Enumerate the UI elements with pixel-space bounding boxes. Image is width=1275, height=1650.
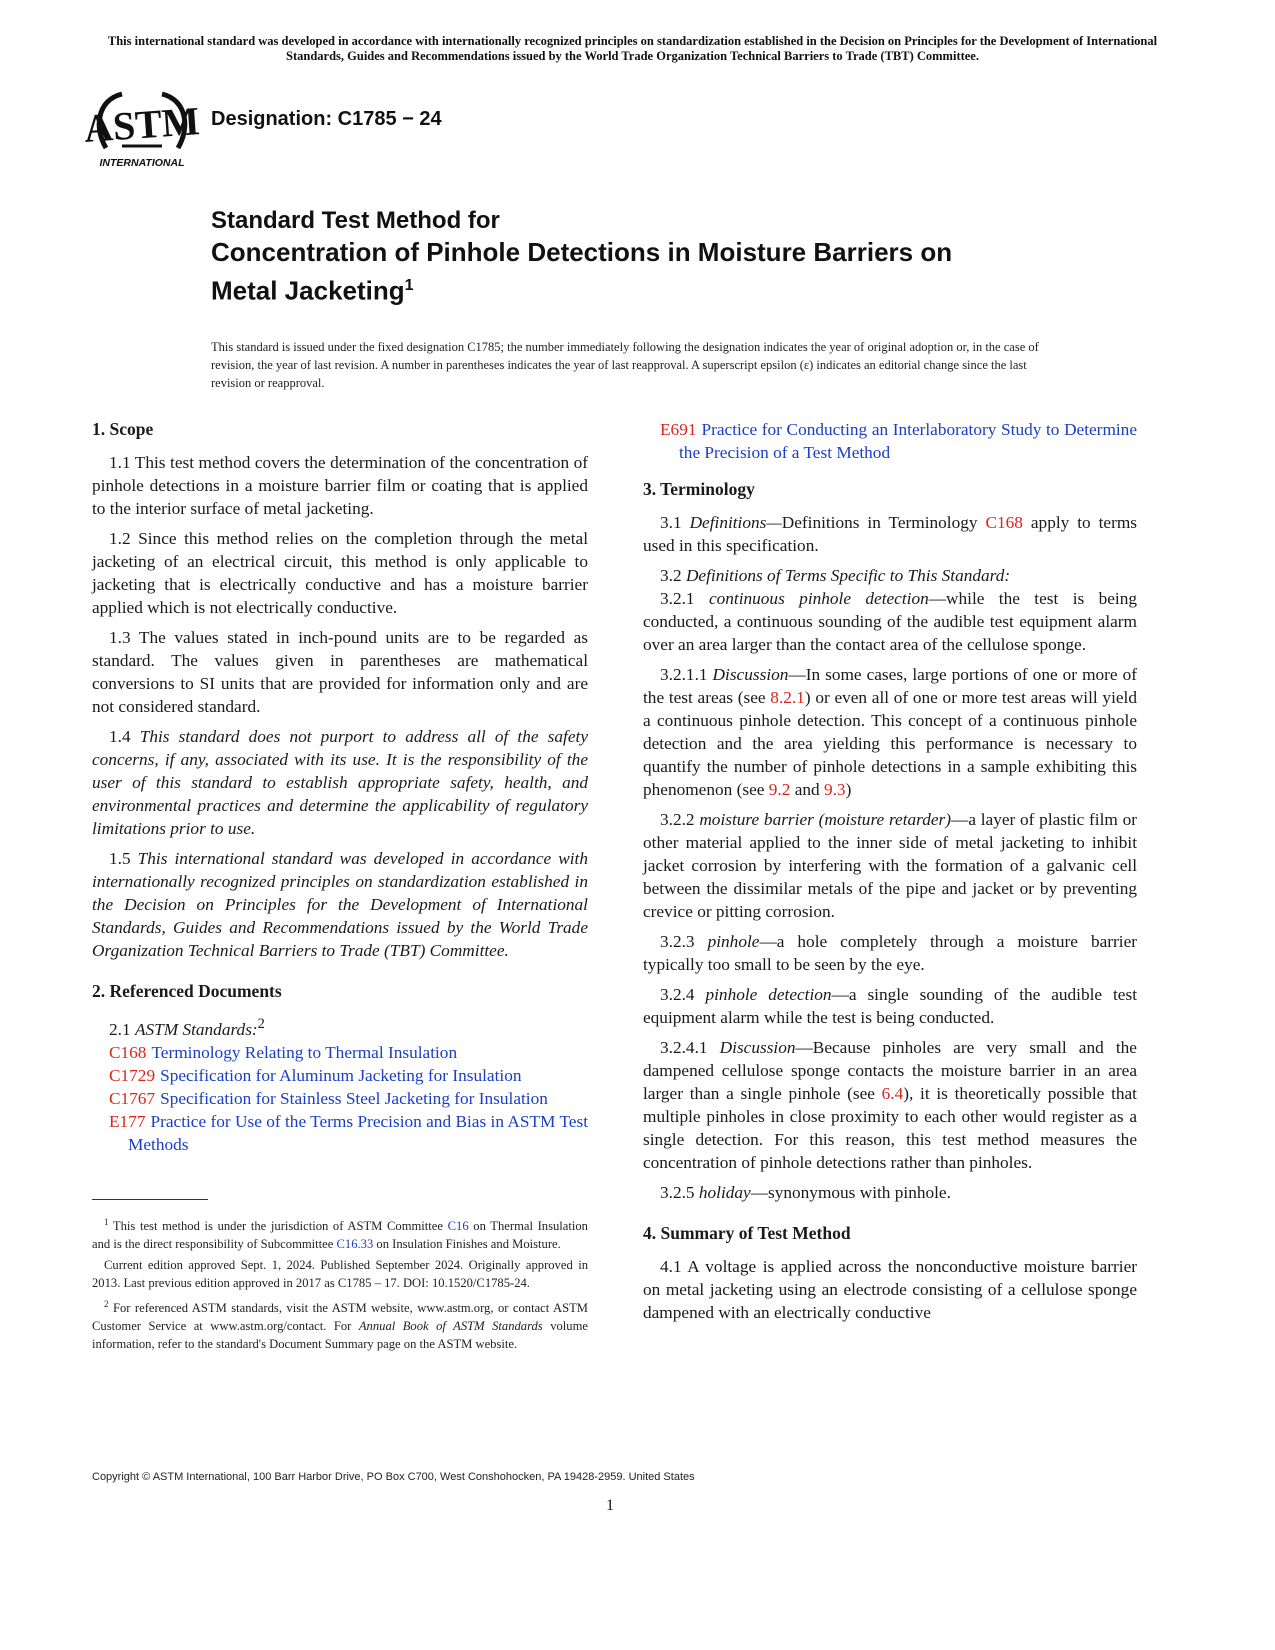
issuance-statement: This standard is issued under the fixed designation C1785; the number immediately following the designation indicates the year of original adoption or, in the case of revision, the year of last revision. A number in parentheses indicates the year of last reapproval. A superscript epsilon (ε) indicates an editorial change since the last revision or reapproval. (211, 340, 1039, 390)
referenced-documents-heading: 2. Referenced Documents (92, 981, 282, 1001)
footnote-link-c16[interactable]: C16 (447, 1219, 469, 1234)
summary-heading: 4. Summary of Test Method (643, 1223, 851, 1243)
designation: Designation: C1785 − 24 (211, 108, 442, 130)
ref-c1767[interactable]: C1767 Specification for Stainless Steel Jacketing for Insulation (109, 1088, 548, 1108)
page-number: 1 (606, 1497, 614, 1514)
title-line-3: Metal Jacketing$^1$ (211, 275, 414, 306)
para-3-2-2: 3.2.2 moisture barrier (moisture retarder)—a layer of plastic film or other material applied to the inner side of metal jacketing to inhibit jacket corrosion by interfering with the formation of a galvanic cell between the dissimilar metals of the pipe and jacket or by preventing crevice or pitting corrosion. (643, 810, 1137, 921)
title-footnote-mark: 1 (404, 277, 414, 294)
para-3-2-1-1: 3.2.1.1 Discussion—In some cases, large portions of one or more of the test areas (see 8.2.1) or even all of one or more test areas will yield a continuous pinhole detection. This concept of a continuous pinhole detection and the area yielding this performance is necessary to quantify the number of pinhole detections in a sample exhibiting this phenomenon (see 9.2 and 9.3) (643, 665, 1137, 799)
footnote-rule (92, 1199, 208, 1200)
link-c168[interactable]: C168 (985, 513, 1023, 532)
ref-c168[interactable]: C168 Terminology Relating to Thermal Insulation (109, 1042, 458, 1062)
left-column (92, 418, 588, 1156)
para-1-1: 1.1 This test method covers the determination of the concentration of pinhole detections in a moisture barrier film or coating that is applied to the interior surface of metal jacketing. (92, 453, 588, 518)
terminology-heading: 3. Terminology (643, 479, 755, 499)
para-2-1: 2.1 ASTM Standards:$^2$ (109, 1016, 265, 1039)
para-1-2: 1.2 Since this method relies on the completion through the metal jacketing of an electrical circuit, this method is only applicable to jacketing that is electrically conductive and has a moisture barrier applied which is not electrically conductive. (92, 529, 588, 617)
logo-letters: ASTM (82, 98, 201, 151)
astm-logo-icon (82, 88, 201, 170)
para-1-3: 1.3 The values stated in inch-pound units are to be regarded as standard. The values given in parentheses are mathematical conversions to SI units that are provided for information only and are not considered standard. (92, 628, 588, 716)
footnote-1-edition: Current edition approved Sept. 1, 2024. Published September 2024. Originally approved in 2013. Last previous edition approved in 2017 as C1785 – 17. DOI: 10.1520/C1785-24. (92, 1258, 588, 1291)
title-line-1: Standard Test Method for (211, 207, 500, 234)
logo-international-text: INTERNATIONAL (99, 157, 185, 169)
document-title (211, 206, 1111, 308)
link-6-4[interactable]: 6.4 (881, 1084, 904, 1103)
footnote-link-c16-33[interactable]: C16.33 (336, 1237, 374, 1252)
link-9-3[interactable]: 9.3 (823, 780, 846, 799)
link-8-2-1[interactable]: 8.2.1 (770, 688, 805, 707)
footnote-2: $^2$ For referenced ASTM standards, visit the ASTM website, www.astm.org, or contact ASTM Customer Service at www.astm.org/contact. For Annual Book of ASTM Standards volume information, refer to the standard's Document Summary page on the ASTM website. (92, 1299, 589, 1352)
title-line-2: Concentration of Pinhole Detections in Moisture Barriers on (211, 237, 953, 267)
para-3-2-4-1: 3.2.4.1 Discussion—Because pinholes are very small and the dampened cellulose sponge contacts the moisture barrier in an area larger than a single pinhole (see 6.4), it is theoretically possible that multiple pinholes in close proximity to each other would register as a single detection. For this reason, this test method measures the concentration of pinhole detections rather than pinholes. (643, 1038, 1137, 1172)
scope-heading: 1. Scope (92, 419, 154, 439)
para-1-5: 1.5 This international standard was developed in accordance with internationally recognized principles on standardization established in the Decision on Principles for the Development of International Standards, Guides and Recommendations issued by the World Trade Organization Technical Barriers to Trade (TBT) Committee. (92, 849, 588, 960)
para-3-1: 3.1 Definitions—Definitions in Terminology C168 apply to terms used in this specification. (643, 513, 1138, 555)
para-3-2: 3.2 Definitions of Terms Specific to This Standard: (660, 566, 1011, 585)
link-9-2[interactable]: 9.2 (768, 780, 791, 799)
para-4-1: 4.1 A voltage is applied across the nonconductive moisture barrier on metal jacketing using an electrode consisting of a cellulose sponge dampened with an electrically conductive (643, 1257, 1137, 1322)
para-3-2-4: 3.2.4 pinhole detection—a single sounding of the audible test equipment alarm while the test is being conducted. (643, 985, 1137, 1027)
ref-c1729[interactable]: C1729 Specification for Aluminum Jacketing for Insulation (109, 1065, 522, 1085)
para-3-2-1: 3.2.1 continuous pinhole detection—while the test is being conducted, a continuous sounding of the audible test equipment alarm over an area larger than the contact area of the cellulose sponge. (643, 589, 1137, 654)
footnotes (92, 1213, 588, 1356)
copyright-footer: Copyright © ASTM International, 100 Barr Harbor Drive, PO Box C700, West Conshohocken, PA 19428-2959. United States (92, 1471, 695, 1483)
ref-e691[interactable]: E691 Practice for Conducting an Interlaboratory Study to Determine the Precision of a Test Method (660, 420, 1137, 462)
ref-e177[interactable]: E177 Practice for Use of the Terms Precision and Bias in ASTM Test Methods (109, 1111, 588, 1154)
para-3-2-5: 3.2.5 holiday—synonymous with pinhole. (660, 1183, 951, 1202)
international-standard-notice: This international standard was developed in accordance with internationally recognized principles on standardization established in the Decision on Principles for the Development of International Standards, Guides and Recommendations issued by the World Trade Organization Technical Barriers to Trade (TBT) Committee. (107, 34, 1158, 63)
para-1-4: 1.4 This standard does not purport to address all of the safety concerns, if any, associated with its use. It is the responsibility of the user of this standard to establish appropriate safety, health, and environmental practices and determine the applicability of regulatory limitations prior to use. (92, 727, 588, 838)
right-column (643, 418, 1137, 1331)
footnote-1: $^1$ This test method is under the jurisdiction of ASTM Committee C16 on Thermal Insulation and is the direct responsibility of Subcommittee C16.33 on Insulation Finishes and Moisture. (92, 1217, 588, 1252)
para-3-2-3: 3.2.3 pinhole—a hole completely through a moisture barrier typically too small to be seen by the eye. (643, 932, 1137, 974)
